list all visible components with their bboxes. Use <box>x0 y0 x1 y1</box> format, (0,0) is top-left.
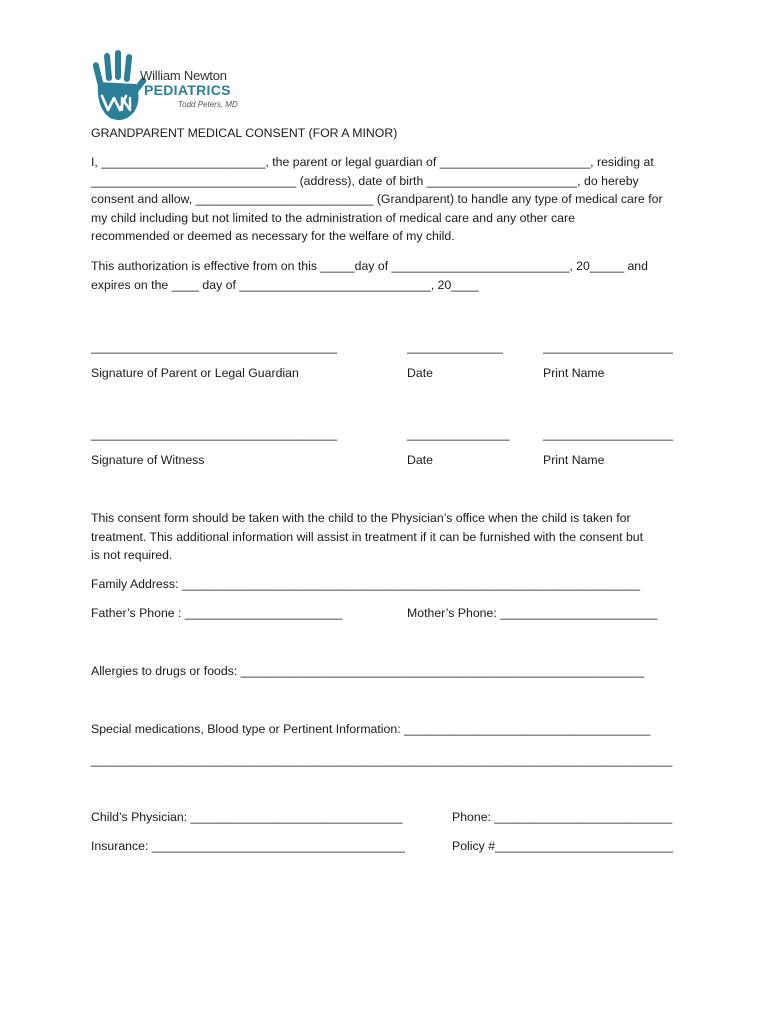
logo-line1: William Newton <box>140 68 227 83</box>
info-paragraph <box>91 509 691 565</box>
logo-line2: PEDIATRICS <box>144 82 231 98</box>
witness-signature-line[interactable]: ____________________________________ <box>91 427 338 441</box>
witness-signature-label: Signature of Witness <box>91 453 205 467</box>
special-medications-field[interactable]: Special medications, Blood type or Pertinent Information: ____________________________________ <box>91 722 651 736</box>
practice-logo <box>92 48 262 124</box>
consent-line: I, ________________________, the parent or legal guardian of ______________________, residing at <box>91 155 654 169</box>
witness-date-label: Date <box>407 453 433 467</box>
authorization-paragraph <box>91 257 691 294</box>
consent-paragraph <box>91 153 691 246</box>
childs-physician-field[interactable]: Child’s Physician: _______________________________ <box>91 810 403 824</box>
mothers-phone-field[interactable]: Mother’s Phone: _______________________ <box>407 606 658 620</box>
parent-signature-line[interactable]: ____________________________________ <box>91 340 338 354</box>
parent-print-name-label: Print Name <box>543 366 605 380</box>
insurance-field[interactable]: Insurance: _____________________________________ <box>91 839 405 853</box>
consent-line: recommended or deemed as necessary for the welfare of my child. <box>91 229 455 243</box>
handprint-icon <box>92 48 152 124</box>
parent-date-line[interactable]: ______________ <box>407 340 503 354</box>
witness-print-name-line[interactable]: ___________________ <box>543 427 673 441</box>
consent-line: ______________________________ (address), date of birth ______________________, do hereby <box>91 173 639 188</box>
logo-line3: Todd Peters, MD <box>178 100 238 109</box>
witness-print-name-label: Print Name <box>543 453 605 467</box>
policy-number-field[interactable]: Policy #__________________________ <box>452 839 673 853</box>
form-title: GRANDPARENT MEDICAL CONSENT (FOR A MINOR) <box>91 126 398 140</box>
authorization-line: This authorization is effective from on this _____day of __________________________, 20_____ and <box>91 259 648 273</box>
witness-date-line[interactable]: _______________ <box>407 427 510 441</box>
physician-phone-field[interactable]: Phone: __________________________ <box>452 810 673 824</box>
parent-print-name-line[interactable]: ___________________ <box>543 340 673 354</box>
consent-line: consent and allow, __________________________ (Grandparent) to handle any type of medical care for <box>91 192 663 206</box>
consent-line: my child including but not limited to the administration of medical care and any other care <box>91 210 575 225</box>
info-line: This consent form should be taken with the child to the Physician’s office when the child is taken for <box>91 511 631 525</box>
family-address-field[interactable]: Family Address: ___________________________________________________________________ <box>91 577 641 591</box>
info-line: is not required. <box>91 548 173 562</box>
parent-signature-label: Signature of Parent or Legal Guardian <box>91 366 299 380</box>
fathers-phone-field[interactable]: Father’s Phone : _______________________ <box>91 606 343 620</box>
authorization-line: expires on the ____ day of ____________________________, 20____ <box>91 277 479 292</box>
parent-date-label: Date <box>407 366 433 380</box>
special-medications-line2[interactable]: _____________________________________________________________________________________ <box>91 753 673 767</box>
info-line: treatment. This additional information will assist in treatment if it can be furnished with the consent but <box>91 529 644 544</box>
allergies-field[interactable]: Allergies to drugs or foods: ___________________________________________________________ <box>91 664 645 678</box>
